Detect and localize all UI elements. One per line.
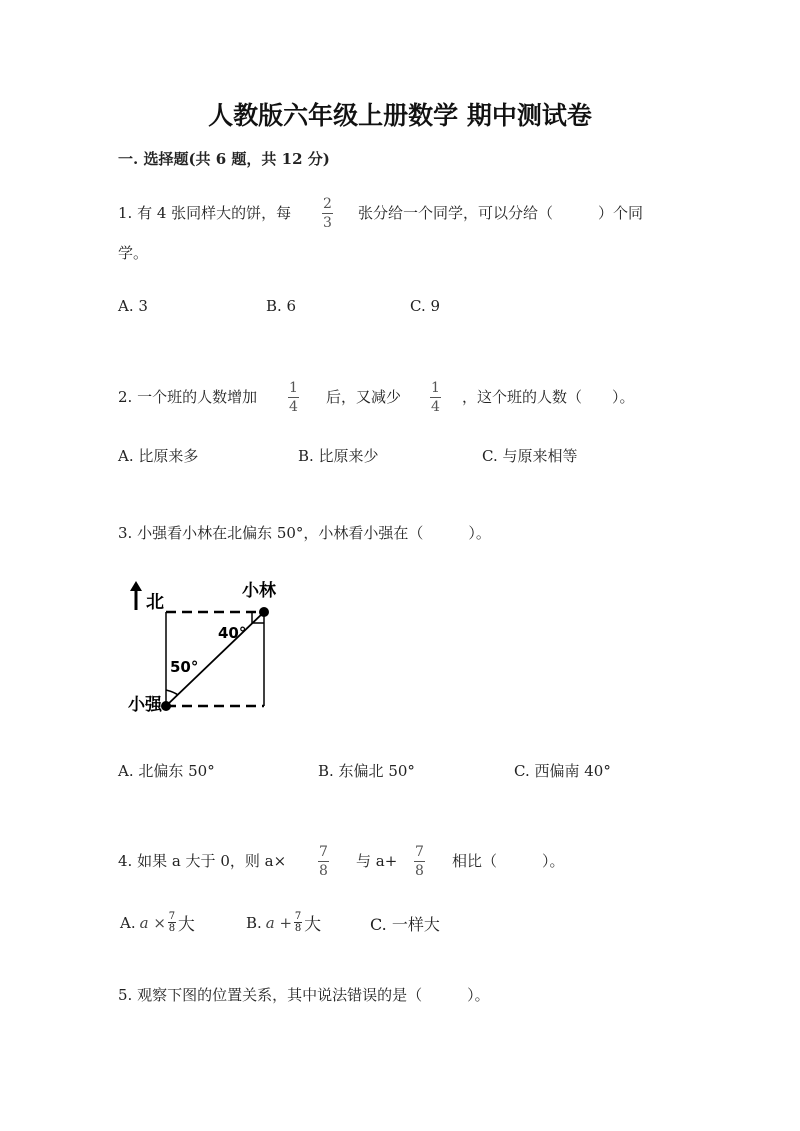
q4-optB-tail: 大 <box>304 915 322 935</box>
q3-option-a: A. 北偏东 50° <box>118 762 215 780</box>
q4-frac1-bar <box>318 861 329 862</box>
q2-middle: 后，又减少 <box>326 388 402 406</box>
q4-optA-label: A. <box>120 913 136 932</box>
q2-suffix: ，这个班的人数（ ）。 <box>462 388 635 406</box>
q4-frac2-bar <box>414 861 425 862</box>
q1-frac-den: 3 <box>323 215 332 231</box>
q2-frac2-den: 4 <box>431 399 440 415</box>
q4-frac1-den: 8 <box>319 863 328 879</box>
q3-direction-diagram <box>128 574 288 724</box>
q2-fraction-2 <box>430 380 441 415</box>
north-label: 北 <box>146 592 164 613</box>
label-xiaoqiang: 小强 <box>128 695 162 715</box>
angle-label-top: 40° <box>218 624 247 642</box>
q4-option-a <box>120 910 195 935</box>
q2-prefix: 2. 一个班的人数增加 <box>118 388 258 406</box>
q2-frac2-num: 1 <box>431 380 440 396</box>
q1-option-b: B. 6 <box>266 297 297 315</box>
q5-text: 5. 观察下图的位置关系，其中说法错误的是（ ）。 <box>118 986 490 1004</box>
q4-fraction-1 <box>318 844 329 879</box>
point-xiaoqiang <box>161 701 171 711</box>
q4-frac2-den: 8 <box>415 863 424 879</box>
q2-frac1-bar <box>288 397 299 398</box>
q4-optB-den: 8 <box>294 923 302 934</box>
q1-option-c: C. 9 <box>410 297 441 315</box>
q4-optA-den: 8 <box>168 923 176 934</box>
angle-label-bottom: 50° <box>170 658 199 676</box>
q3-option-c: C. 西偏南 40° <box>514 762 611 780</box>
q2-option-a: A. 比原来多 <box>118 447 199 465</box>
q1-frac-bar <box>322 213 333 214</box>
north-arrow-icon <box>130 581 142 591</box>
q4-optA-frac <box>168 911 176 934</box>
q2-frac2-bar <box>430 397 441 398</box>
q3-option-b: B. 东偏北 50° <box>318 762 415 780</box>
angle-arc-bottom <box>166 690 178 695</box>
q4-optA-tail: 大 <box>177 915 195 935</box>
q4-optB-expr: a + <box>265 913 293 932</box>
q2-fraction-1 <box>288 380 299 415</box>
q1-suffix: 张分给一个同学，可以分给（ ）个同 <box>358 204 644 222</box>
q1-frac-num: 2 <box>323 196 332 212</box>
q4-option-c: C. 一样大 <box>370 915 440 934</box>
q4-optB-label: B. <box>246 913 262 932</box>
q4-optB-frac <box>294 911 302 934</box>
q1-option-a: A. 3 <box>118 297 148 315</box>
q4-optA-expr: a × <box>139 913 166 932</box>
q4-option-b <box>246 910 321 935</box>
q4-frac1-num: 7 <box>319 844 328 860</box>
section-heading: 一. 选择题(共 6 题，共 12 分) <box>118 150 330 168</box>
q4-fraction-2 <box>414 844 425 879</box>
q1-line2: 学。 <box>118 244 149 262</box>
page-title: 人教版六年级上册数学 期中测试卷 <box>208 101 592 130</box>
point-xiaolin <box>259 607 269 617</box>
q4-optA-num: 7 <box>168 911 176 922</box>
q2-frac1-den: 4 <box>289 399 298 415</box>
q4-suffix: 相比（ ）。 <box>452 852 565 870</box>
q4-optB-num: 7 <box>294 911 302 922</box>
q1-prefix: 1. 有 4 张同样大的饼，每 <box>118 204 292 222</box>
q2-option-b: B. 比原来少 <box>298 447 379 465</box>
label-xiaolin: 小林 <box>242 581 276 601</box>
q3-text: 3. 小强看小林在北偏东 50°，小林看小强在（ ）。 <box>118 524 491 542</box>
q4-prefix: 4. 如果 a 大于 0，则 a× <box>118 852 287 870</box>
q2-option-c: C. 与原来相等 <box>482 447 578 465</box>
q2-frac1-num: 1 <box>289 380 298 396</box>
q4-middle: 与 a+ <box>356 852 398 870</box>
q1-fraction <box>322 196 333 231</box>
q4-frac2-num: 7 <box>415 844 424 860</box>
